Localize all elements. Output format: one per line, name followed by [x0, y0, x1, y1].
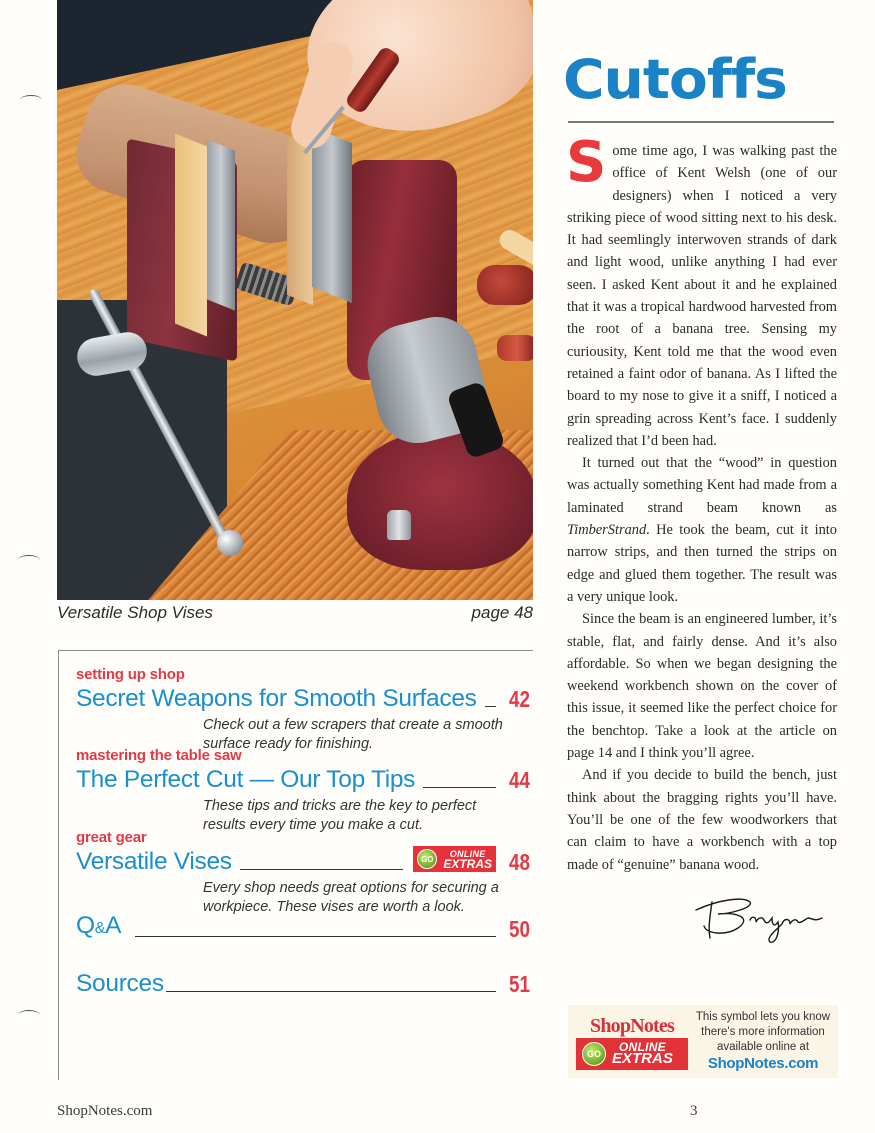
title-divider	[568, 121, 834, 123]
toc-kicker: setting up shop	[76, 666, 185, 683]
article-paragraph-3: Since the beam is an engineered lumber, it’s stable, flat, and fairly dense. And it’s also affordable. So when we began designing the weekend workbench shown on the cover of this issue, it seemed like the perfect choice for the benchtop. Take a look at the article on page 14 and I think you’ll agree.	[567, 611, 837, 762]
badge-line-extras: EXTRAS	[443, 857, 492, 871]
note-text: This symbol lets you know there's more information available online at	[695, 1011, 831, 1053]
toc-title[interactable]: Versatile Vises	[76, 848, 232, 875]
toc-title[interactable]: Sources	[76, 970, 164, 997]
page-title: Cutoffs	[563, 48, 787, 111]
toc-description: Every shop needs great options for securing a workpiece. These vises are worth a look.	[203, 880, 499, 915]
note-description	[694, 1010, 832, 1073]
toc-leader-line	[423, 787, 496, 788]
go-icon: GO	[417, 849, 437, 869]
toc-leader-line	[166, 991, 496, 992]
jaw-pad-right	[287, 135, 313, 306]
screwdriver-handle	[477, 265, 533, 305]
table-of-contents	[58, 650, 533, 1080]
toc-kicker: mastering the table saw	[76, 747, 242, 764]
article-paragraph-4: And if you decide to build the bench, just think about the bragging rights you’ll have. You’ll be one of the few woodworkers that can claim to have a workbench with a top made of “genuine” banana wood.	[567, 767, 837, 873]
vise-base	[347, 430, 533, 570]
footer-site[interactable]: ShopNotes.com	[57, 1103, 153, 1119]
online-extras-badge	[576, 1038, 688, 1070]
drop-cap: S	[566, 130, 607, 195]
screwdriver-handle-2	[497, 335, 533, 361]
paragraph-text: . He took the beam, cut it into narrow strips, and then turned the strips on edge and glued them together. The result was a very unique look.	[567, 522, 837, 605]
product-name: TimberStrand	[567, 522, 647, 539]
article-paragraph-1	[566, 130, 837, 452]
toc-page-number[interactable]: 51	[509, 971, 530, 997]
online-extras-note	[568, 1005, 838, 1078]
signature-bryan	[688, 888, 833, 948]
toc-entry-qa[interactable]	[76, 913, 530, 943]
editorial-article	[566, 130, 837, 876]
toc-entry-versatile-vises[interactable]	[76, 830, 530, 917]
online-extras-badge[interactable]	[413, 846, 496, 872]
toc-leader-line	[135, 936, 496, 937]
article-paragraph-2	[567, 452, 837, 608]
go-icon: GO	[582, 1042, 606, 1066]
toc-title[interactable]: The Perfect Cut — Our Top Tips	[76, 766, 416, 793]
toc-page-number[interactable]: 44	[509, 767, 530, 793]
scan-mark	[20, 95, 42, 105]
qa-a: A	[105, 912, 122, 939]
scan-mark	[18, 555, 40, 565]
feature-photo-vise	[57, 0, 533, 600]
shopnotes-logo: ShopNotes	[590, 1014, 674, 1037]
badge-line-extras: EXTRAS	[612, 1049, 673, 1067]
qa-q: Q	[76, 912, 95, 939]
shopnotes-online-extras-logo[interactable]	[576, 1014, 688, 1070]
jaw-pad-left	[175, 134, 207, 337]
toc-description: Check out a few scrapers that create a smooth surface ready for finishing.	[203, 717, 503, 752]
toc-kicker: great gear	[76, 829, 147, 846]
qa-ampersand: &	[94, 920, 106, 937]
toc-leader-line	[485, 706, 496, 707]
toc-page-number[interactable]: 50	[509, 916, 530, 942]
paragraph-text: It turned out that the “wood” in question was actually something Kent had made from a laminated strand beam known as	[567, 455, 837, 516]
toc-title[interactable]: Secret Weapons for Smooth Surfaces	[76, 685, 477, 712]
toc-entry-smooth-surfaces[interactable]	[76, 667, 530, 754]
toc-entry-sources[interactable]	[76, 968, 530, 998]
vise-handle-ball	[217, 530, 243, 556]
toc-entry-perfect-cut[interactable]	[76, 748, 530, 835]
toc-leader-line	[240, 869, 404, 870]
toc-page-number[interactable]: 48	[509, 849, 530, 875]
toc-title[interactable]	[76, 912, 121, 943]
toc-page-number[interactable]: 42	[509, 686, 530, 712]
scan-mark	[18, 1010, 40, 1020]
toc-description: These tips and tricks are the key to perfect results every time you make a cut.	[203, 798, 477, 833]
mounting-bolt	[387, 510, 411, 540]
vise-jaw-right	[312, 127, 352, 303]
paragraph-text: ome time ago, I was walking past the office of Kent Welsh (one of our designers) when I noticed a very striking piece of wood sitting next to his desk. It had seemlingly interwoven strands of dark and light wood, unlike anything I had ever seen. I asked Kent about it and he explained that it was a tropical hardwood harvested from the root of a banana tree. Sensing my curiousity, Kent told me that the wood even retained a faint odor of banana. As I lifted the board to my nose to give it a sniff, I noticed a grin spreading across Kent’s face. I suddenly realized that I’d been had.	[567, 143, 837, 449]
badge-line-online: ONLINE	[449, 849, 486, 859]
caption-title: Versatile Shop Vises	[57, 603, 213, 622]
badge-line-online: ONLINE	[618, 1039, 666, 1054]
vise-jaw-left	[207, 139, 235, 310]
footer-page-number: 3	[690, 1103, 698, 1119]
caption-page[interactable]: page 48	[471, 603, 533, 622]
photo-caption	[57, 603, 533, 625]
shopnotes-link[interactable]: ShopNotes.com	[707, 1055, 819, 1072]
